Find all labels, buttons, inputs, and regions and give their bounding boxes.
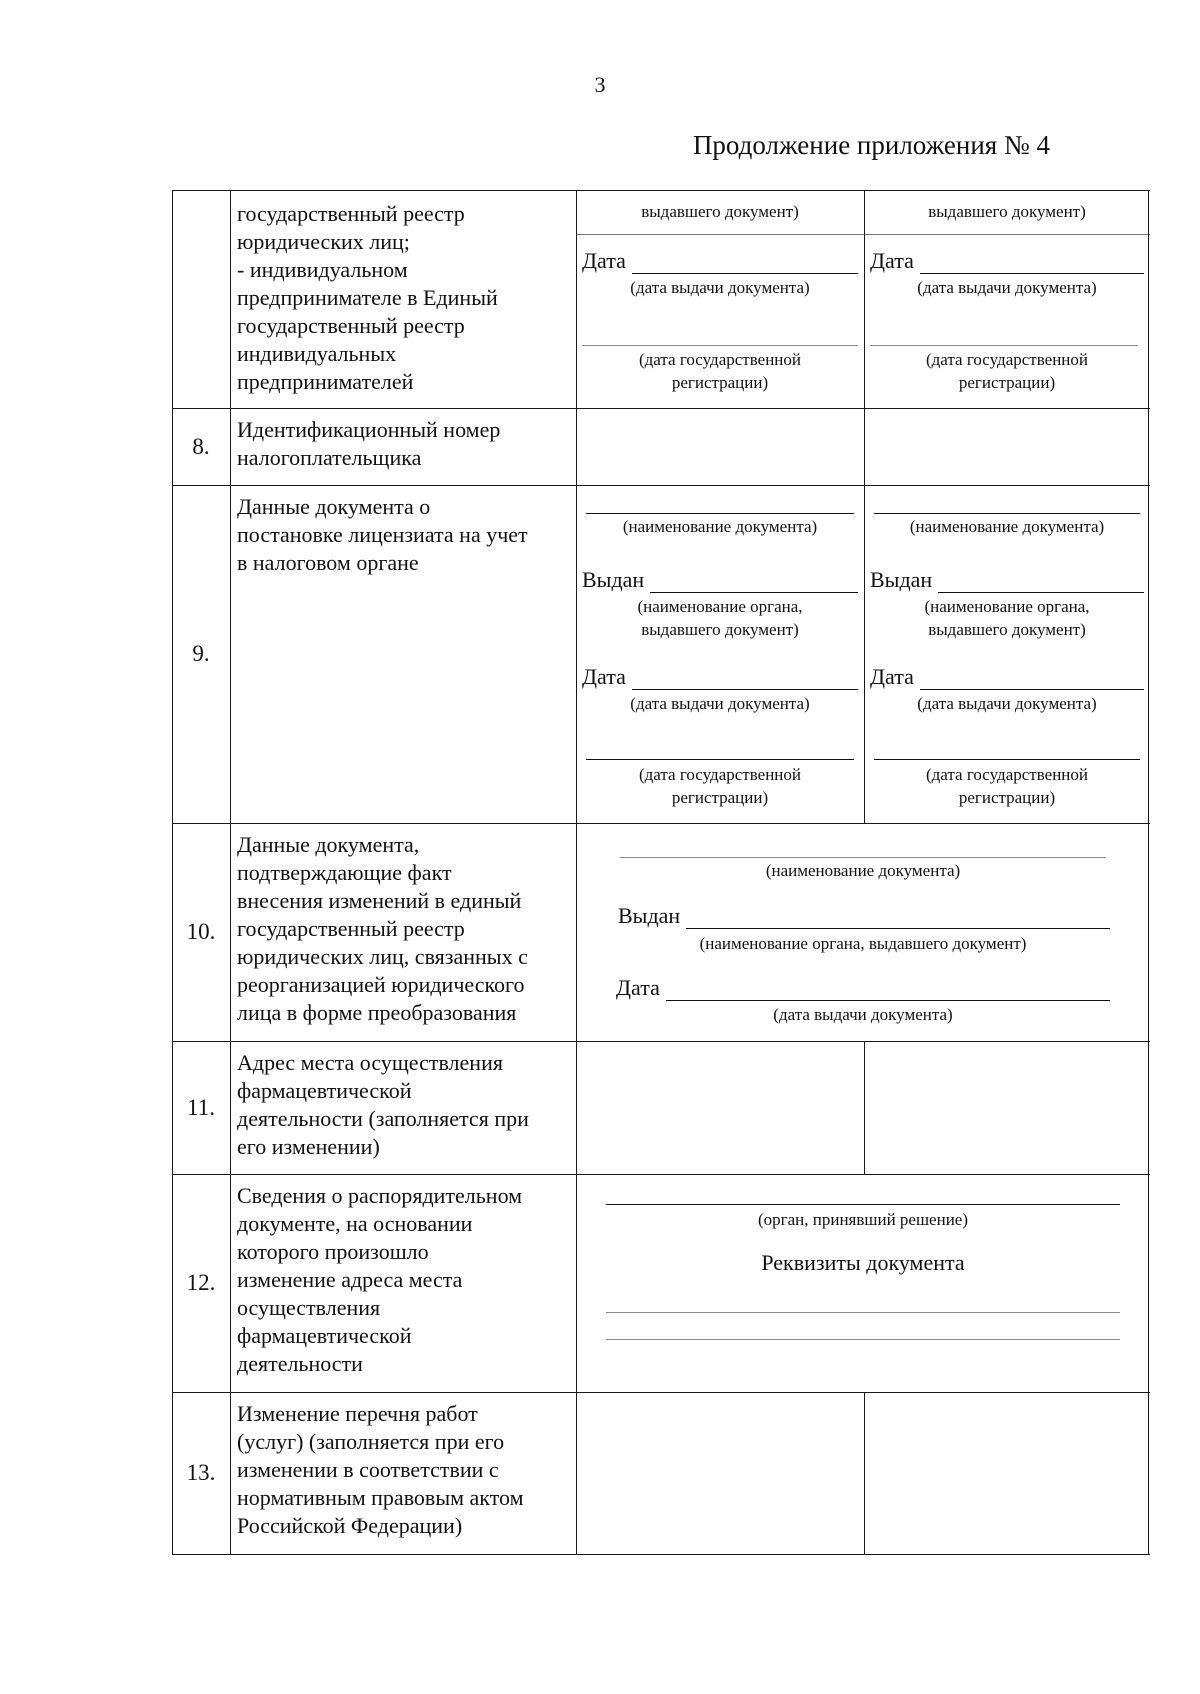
label-line: фармацевтической (237, 1323, 412, 1348)
label-line: налогоплательщика (237, 445, 422, 470)
column-divider (230, 190, 231, 1554)
issued-field[interactable] (618, 901, 1110, 929)
issuer-hint: выдавшего документ) (928, 202, 1086, 221)
label-line: в налоговом органе (237, 550, 419, 575)
label-line: подтверждающие факт (237, 860, 452, 885)
date-label: Дата (870, 248, 914, 273)
value-cell-2 (864, 190, 1150, 408)
label-line: (услуг) (заполняется при его (237, 1429, 505, 1454)
label-line: юридических лиц, связанных с (237, 944, 528, 969)
row-label (230, 1174, 576, 1392)
label-line: фармацевтической (237, 1078, 412, 1103)
label-line: деятельности (237, 1351, 363, 1376)
doc-name-field[interactable] (874, 513, 1140, 514)
reg-date-hint: (дата государственной (925, 765, 1088, 784)
label-line: юридических лиц; (237, 229, 410, 254)
form-table (172, 190, 1150, 1560)
row-label (230, 823, 576, 1041)
value-cell-1[interactable] (576, 1392, 864, 1554)
table-row-10 (172, 823, 1150, 1041)
row-divider (172, 823, 1150, 824)
label-line: осуществления (237, 1295, 381, 1320)
doc-name-hint: (наименование документа) (622, 517, 818, 536)
row-number-cell (172, 190, 230, 408)
date-field[interactable] (870, 662, 1144, 690)
requisites-line-1[interactable] (606, 1312, 1120, 1313)
label-line: Изменение перечня работ (237, 1401, 478, 1426)
reg-date-field[interactable] (582, 345, 858, 346)
reg-date-field[interactable] (874, 759, 1140, 760)
issuer-hint: выдавшего документ) (928, 620, 1086, 639)
date-label: Дата (582, 664, 626, 689)
doc-name-hint: (наименование документа) (909, 517, 1105, 536)
table-row-9 (172, 485, 1150, 823)
table-row-12 (172, 1174, 1150, 1392)
reg-date-field[interactable] (870, 345, 1138, 346)
row-label (230, 408, 576, 485)
issued-label: Выдан (870, 567, 933, 592)
reg-date-hint: регистрации) (671, 788, 769, 807)
label-line: Данные документа о (237, 494, 431, 519)
issue-date-hint: (дата выдачи документа) (630, 278, 810, 297)
row-label (230, 190, 576, 408)
issue-date-hint: (дата выдачи документа) (773, 1005, 953, 1024)
value-cell-1[interactable] (576, 408, 864, 485)
row-number: 11. (187, 1094, 215, 1120)
value-cell-2[interactable] (864, 1041, 1150, 1174)
table-border-bottom (172, 1554, 1150, 1555)
table-row-7-continued (172, 190, 1150, 408)
value-cell-2[interactable] (864, 1392, 1150, 1554)
label-line: предпринимателе в Единый (237, 285, 498, 310)
column-divider (864, 1392, 865, 1554)
label-line: изменении в соответствии с (237, 1457, 499, 1482)
value-cell-1[interactable] (576, 1041, 864, 1174)
authority-field[interactable] (606, 1204, 1120, 1205)
label-line: лица в форме преобразования (237, 1000, 517, 1025)
row-divider (172, 1392, 1150, 1393)
value-cell-2[interactable] (864, 408, 1150, 485)
issuer-hint: (наименование органа, выдавшего документ) (699, 934, 1027, 953)
requisites-line-2[interactable] (606, 1339, 1120, 1340)
issue-date-hint: (дата выдачи документа) (917, 694, 1097, 713)
row-number: 12. (186, 1270, 216, 1295)
date-field[interactable] (582, 246, 858, 274)
issuer-hint: (наименование органа, (637, 597, 803, 616)
label-line: Адрес места осуществления (237, 1050, 503, 1075)
row-label (230, 1041, 576, 1174)
issued-label: Выдан (618, 903, 681, 928)
label-line: нормативным правовым актом (237, 1485, 524, 1510)
issuer-hint: (наименование органа, (924, 597, 1090, 616)
label-line: постановке лицензиата на учет (237, 522, 528, 547)
issuer-hint: выдавшего документ) (641, 202, 799, 221)
doc-name-field[interactable] (586, 513, 854, 514)
column-divider (864, 1041, 865, 1174)
doc-name-field[interactable] (620, 857, 1106, 858)
reg-date-hint: (дата государственной (638, 350, 801, 369)
requisites-heading: Реквизиты документа (761, 1250, 965, 1275)
row-number: 9. (192, 641, 210, 666)
table-border-top (172, 190, 1150, 191)
row-label (230, 1392, 576, 1554)
reg-date-hint: регистрации) (671, 373, 769, 392)
value-cell-merged (576, 823, 1150, 1041)
table-row-13 (172, 1392, 1150, 1554)
label-line: Данные документа, (237, 832, 420, 857)
label-line: предпринимателей (237, 369, 414, 394)
label-line: Идентификационный номер (237, 417, 501, 442)
row-number: 10. (186, 919, 216, 944)
authority-hint: (орган, принявший решение) (757, 1210, 969, 1229)
value-cell-2 (864, 485, 1150, 823)
label-line: - индивидуальном (237, 257, 408, 282)
label-line: государственный реестр (237, 313, 465, 338)
date-field[interactable] (870, 246, 1144, 274)
label-line: реорганизацией юридического (237, 972, 525, 997)
issued-label: Выдан (582, 567, 645, 592)
label-line: индивидуальных (237, 341, 397, 366)
label-line: Сведения о распорядительном (237, 1183, 523, 1208)
label-line: государственный реестр (237, 201, 465, 226)
row-divider (172, 1174, 1150, 1175)
reg-date-field[interactable] (586, 759, 854, 760)
row-divider (172, 485, 1150, 486)
row-number: 8. (192, 433, 210, 459)
column-divider (864, 190, 865, 823)
issued-field[interactable] (582, 565, 858, 593)
issuer-hint: выдавшего документ) (641, 620, 799, 639)
reg-date-hint: (дата государственной (925, 350, 1088, 369)
table-border-left (172, 190, 173, 1554)
reg-date-hint: регистрации) (958, 788, 1056, 807)
label-line: его изменении) (237, 1134, 380, 1159)
date-field[interactable] (616, 973, 1110, 1001)
row-number: 13. (186, 1460, 216, 1485)
date-field[interactable] (582, 662, 858, 690)
label-line: Российской Федерации) (237, 1513, 463, 1538)
date-label: Дата (616, 975, 660, 1000)
table-row-11 (172, 1041, 1150, 1174)
row-divider (172, 1041, 1150, 1042)
reg-date-hint: регистрации) (958, 373, 1056, 392)
table-row-8 (172, 408, 1150, 485)
label-line: деятельности (заполняется при (237, 1106, 529, 1131)
date-label: Дата (582, 248, 626, 273)
issue-date-hint: (дата выдачи документа) (917, 278, 1097, 297)
label-line: которого произошло (237, 1239, 429, 1264)
label-line: внесения изменений в единый (237, 888, 522, 913)
label-line: документе, на основании (237, 1211, 473, 1236)
label-line: изменение адреса места (237, 1267, 463, 1292)
value-cell-1 (576, 485, 864, 823)
issue-date-hint: (дата выдачи документа) (630, 694, 810, 713)
page-number: 3 (594, 72, 606, 97)
value-cell-merged (576, 1174, 1150, 1392)
date-label: Дата (870, 664, 914, 689)
doc-name-hint: (наименование документа) (765, 861, 961, 880)
value-cell-1 (576, 190, 864, 408)
reg-date-hint: (дата государственной (638, 765, 801, 784)
row-label (230, 485, 576, 823)
issued-field[interactable] (870, 565, 1144, 593)
continuation-title: Продолжение приложения № 4 (692, 130, 1050, 160)
column-divider (576, 190, 577, 1554)
table-border-right (1148, 190, 1149, 1554)
row-divider (172, 408, 1150, 409)
label-line: государственный реестр (237, 916, 465, 941)
